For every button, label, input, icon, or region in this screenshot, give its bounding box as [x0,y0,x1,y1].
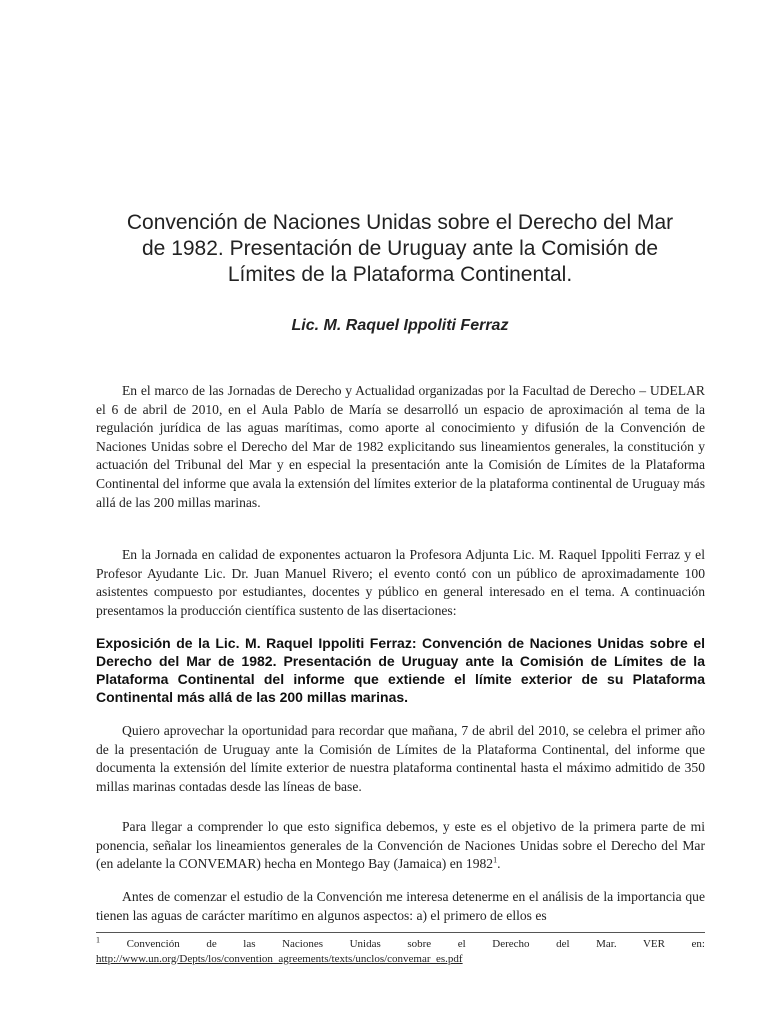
paragraph-anniversary: Quiero aprovechar la oportunidad para recordar que mañana, 7 de abril del 2010, se celebra el primer año de la presentación de Uruguay ante la Comisión de Límites de la Plataforma Continental, del informe que documenta la extensión del límite exterior de nuestra plataforma continental hasta el máximo admitido de 350 millas marinas contadas desde las líneas de base. [96,723,705,794]
author-name: Lic. M. Raquel Ippoliti Ferraz [291,317,509,334]
title-line-1: Convención de Naciones Unidas sobre el Derecho del Mar [126,211,674,234]
paragraph-objective-end: . [497,856,501,872]
title-line-3: Límites de la Plataforma Continental. [227,263,573,286]
footnote-number: 1 [96,935,100,945]
document-title [96,210,704,288]
section-heading: Exposición de la Lic. M. Raquel Ippoliti Ferraz: Convención de Naciones Unidas sobre el Derecho del Mar de 1982. Presentación de Uruguay ante la Comisión de Límites de la Plataforma Continental del informe que extiende el límite exterior de su Plataforma Continental más allá de las 200 millas marinas. [96,635,705,705]
footnote [96,937,705,966]
paragraph-objective [96,818,705,874]
paragraph-objective-text: Para llegar a comprender lo que esto significa debemos, y este es el objetivo de la primera parte de mi ponencia, señalar los lineamientos generales de la Convención de Naciones Unidas sobre el Derecho del Mar (en adelante la CONVEMAR) hecha en Montego Bay (Jamaica) en 1982 [96,819,705,872]
footnote-link[interactable]: http://www.un.org/Depts/los/convention_agreements/texts/unclos/convemar_es.pdf [96,952,463,965]
paragraph-analysis: Antes de comenzar el estudio de la Convención me interesa detenerme en el análisis de la importancia que tienen las aguas de carácter marítimo en algunos aspectos: a) el primero de ellos es [96,889,705,923]
footnote-text: Convención de las Naciones Unidas sobre el Derecho del Mar. VER en: [100,938,705,950]
paragraph-jornada: En la Jornada en calidad de exponentes actuaron la Profesora Adjunta Lic. M. Raquel Ippoliti Ferraz y el Profesor Ayudante Lic. Dr. Juan Manuel Rivero; el evento contó con un público de aproximadamente 100 asistentes compuesto por estudiantes, docentes y público en general interesado en el tema. A continuación presentamos la producción científica sustento de las disertaciones: [96,547,705,618]
title-line-2: de 1982. Presentación de Uruguay ante la Comisión de [142,237,658,260]
footnote-reference[interactable]: 1 [493,855,498,865]
paragraph-intro: En el marco de las Jornadas de Derecho y Actualidad organizadas por la Facultad de Derecho – UDELAR el 6 de abril de 2010, en el Aula Pablo de María se desarrolló un espacio de aproximación al tema de la regulación jurídica de las aguas marítimas, como aporte al conocimiento y difusión de la Convención de Naciones Unidas sobre el Derecho del Mar de 1982 explicitando sus lineamientos generales, la constitución y actuación del Tribunal del Mar y en especial la presentación ante la Comisión de Límites de la Plataforma Continental del informe que avala la extensión del límites exterior de la plataforma continental de Uruguay más allá de las 200 millas marinas. [96,383,705,510]
footnote-divider [96,932,705,933]
